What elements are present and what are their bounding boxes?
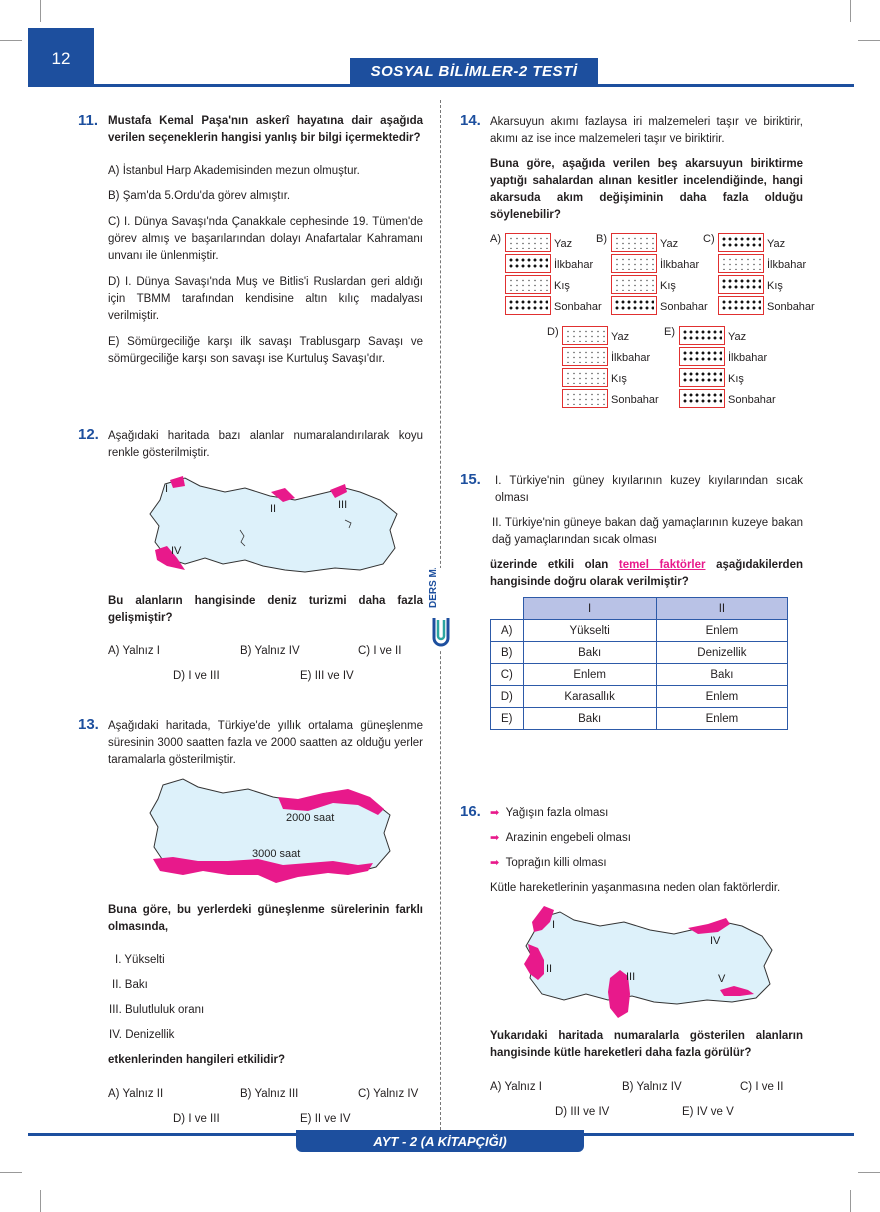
q14-a-layer <box>505 275 551 294</box>
q14-d-layer <box>562 347 608 366</box>
q12-option-a[interactable]: A) Yalnız I <box>108 645 160 657</box>
q14-c-layer <box>718 254 764 273</box>
q16-label-ii: II <box>546 963 553 975</box>
q16-label-i: I <box>552 919 556 931</box>
q13-label-2000: 2000 saat <box>286 812 335 824</box>
crop-mark <box>0 1172 22 1173</box>
q14-a-layer <box>505 254 551 273</box>
q16-label-iv: IV <box>710 935 721 947</box>
q16-option-d[interactable]: D) III ve IV <box>555 1106 610 1118</box>
table-row[interactable] <box>491 664 788 686</box>
q11-option-e[interactable]: E) Sömürgeciliğe karşı ilk savaşı Trablusgarp Savaşı ve sömürgeciliğe karşı son savaşı ise Kurtuluş Savaşı'dır. <box>108 336 423 365</box>
table-cell: Bakı <box>523 708 656 730</box>
table-row[interactable] <box>491 620 788 642</box>
table-corner <box>491 598 524 620</box>
q16-label-v: V <box>718 973 726 985</box>
q14-e-season: Kış <box>728 373 744 385</box>
q13-option-d[interactable]: D) I ve III <box>173 1113 220 1125</box>
q14-c-layer <box>718 275 764 294</box>
q14-stem: Akarsuyun akımı fazlaysa iri malzemeleri taşır ve biriktirir, akımı az ise ince malzemeleri taşır ve biriktirir. <box>490 116 803 145</box>
q13-stem: Aşağıdaki haritada, Türkiye'de yıllık ortalama güneşlenme süresinin 3000 saatten fazla ve 2000 saatten az olduğu yerler taramalarla gösterilmiştir. <box>108 720 423 766</box>
table-row-label: B) <box>491 642 524 664</box>
q15-table <box>490 597 788 730</box>
q13-option-b[interactable]: B) Yalnız III <box>240 1088 299 1100</box>
footer-title: AYT - 2 (A KİTAPÇIĞI) <box>296 1130 584 1152</box>
q13-closing: etkenlerinden hangileri etkilidir? <box>108 1054 286 1066</box>
q16-bullet-text: Toprağın killi olması <box>505 857 607 869</box>
q12-option-d[interactable]: D) I ve III <box>173 670 220 682</box>
q16-bullet-text: Yağışın fazla olması <box>505 807 609 819</box>
q14-c-layer <box>718 233 764 252</box>
q14-c-season: Sonbahar <box>767 301 815 313</box>
q14-option-b-label[interactable]: B) <box>596 233 607 245</box>
q14-e-season: Sonbahar <box>728 394 776 406</box>
crop-mark <box>40 0 41 22</box>
q13-item-ii: II. Bakı <box>112 979 148 991</box>
ders-market-logo <box>428 568 454 650</box>
q14-a-season: Yaz <box>554 238 573 250</box>
table-cell: Enlem <box>523 664 656 686</box>
crop-mark <box>0 40 22 41</box>
q12-label-iv: IV <box>171 545 182 557</box>
table-row-label: E) <box>491 708 524 730</box>
q14-c-season: Kış <box>767 280 783 292</box>
crop-mark <box>858 1172 880 1173</box>
q14-a-season: Kış <box>554 280 570 292</box>
page-title: SOSYAL BİLİMLER-2 TESTİ <box>350 58 598 84</box>
q14-option-c-label[interactable]: C) <box>703 233 715 245</box>
table-header-i: I <box>523 598 656 620</box>
q16-bullet <box>490 855 607 872</box>
q13-item-iii: III. Bulutluluk oranı <box>109 1004 205 1016</box>
q14-d-layer <box>562 389 608 408</box>
table-row[interactable] <box>491 708 788 730</box>
table-cell: Enlem <box>656 708 787 730</box>
q15-number: 15. <box>460 471 481 488</box>
q16-bullet <box>490 805 608 822</box>
q14-e-layer <box>679 347 725 366</box>
q11-option-b[interactable]: B) Şam'da 5.Ordu'da görev almıştır. <box>108 190 291 202</box>
arrow-icon: ➡ <box>490 832 500 844</box>
table-cell: Enlem <box>656 620 787 642</box>
q14-d-season: Kış <box>611 373 627 385</box>
q14-b-season: İlkbahar <box>660 259 700 271</box>
q11-number: 11. <box>78 112 99 129</box>
table-header-ii: II <box>656 598 787 620</box>
header-rule <box>28 84 854 87</box>
q14-option-e-label[interactable]: E) <box>664 326 675 338</box>
table-cell: Denizellik <box>656 642 787 664</box>
q14-b-season: Kış <box>660 280 676 292</box>
q16-bullet-text: Arazinin engebeli olması <box>505 832 631 844</box>
table-cell: Bakı <box>656 664 787 686</box>
q14-b-season: Yaz <box>660 238 679 250</box>
q12-question: Bu alanların hangisinde deniz turizmi daha fazla gelişmiştir? <box>108 595 423 624</box>
page-number: 12 <box>28 28 94 84</box>
q12-label-iii: III <box>338 499 348 511</box>
q14-c-layer <box>718 296 764 315</box>
header-dash <box>832 84 840 87</box>
q14-d-season: Yaz <box>611 331 630 343</box>
q14-a-layer <box>505 233 551 252</box>
table-header-row <box>491 598 788 620</box>
q14-question: Buna göre, aşağıda verilen beş akarsuyun biriktirme yaptığı sahalardan alınan kesitler incelendiğinde, hangi akarsuda akım değişiminin daha fazla olduğu söylenebilir? <box>490 158 803 221</box>
crop-mark <box>858 40 880 41</box>
q14-a-season: İlkbahar <box>554 259 594 271</box>
q16-label-iii: III <box>626 971 636 983</box>
table-row-label: C) <box>491 664 524 686</box>
q15-question-pre: üzerinde etkili olan <box>490 559 619 571</box>
table-cell: Bakı <box>523 642 656 664</box>
table-cell: Karasallık <box>523 686 656 708</box>
q14-e-layer <box>679 326 725 345</box>
q15-item-ii: II. Türkiye'nin güneye bakan dağ yamaçlarının kuzeye bakan dağ yamaçlarından sıcak olması <box>492 517 803 546</box>
q14-b-layer <box>611 275 657 294</box>
q12-number: 12. <box>78 426 99 443</box>
q14-e-layer <box>679 368 725 387</box>
q14-d-layer <box>562 326 608 345</box>
arrow-icon: ➡ <box>490 807 500 819</box>
q14-a-layer <box>505 296 551 315</box>
q13-number: 13. <box>78 716 99 733</box>
q16-option-b[interactable]: B) Yalnız IV <box>622 1081 682 1093</box>
header-dash <box>846 84 852 87</box>
q11-stem: Mustafa Kemal Paşa'nın askerî hayatına dair aşağıda verilen seçeneklerin hangisi yanlış bir bilgi içermektedir? <box>108 115 423 144</box>
q11-option-c[interactable]: C) I. Dünya Savaşı'nda Çanakkale cephesinde 19. Tümen'de görev almış ve başarılarından dolayı Anafartalar Kahramanı unvanı ile ünlenmiştir. <box>108 216 423 262</box>
q12-option-b[interactable]: B) Yalnız IV <box>240 645 300 657</box>
q14-d-season: Sonbahar <box>611 394 659 406</box>
table-row-label: A) <box>491 620 524 642</box>
table-row[interactable] <box>491 642 788 664</box>
q14-c-season: İlkbahar <box>767 259 807 271</box>
q15-question <box>490 557 803 591</box>
q14-b-layer <box>611 296 657 315</box>
q12-option-e[interactable]: E) III ve IV <box>300 670 354 682</box>
q16-option-e[interactable]: E) IV ve V <box>682 1106 734 1118</box>
table-cell: Enlem <box>656 686 787 708</box>
table-cell: Yükselti <box>523 620 656 642</box>
q14-d-layer <box>562 368 608 387</box>
q13-label-3000: 3000 saat <box>252 848 301 860</box>
q14-b-season: Sonbahar <box>660 301 708 313</box>
q14-c-season: Yaz <box>767 238 786 250</box>
arrow-icon: ➡ <box>490 857 500 869</box>
crop-mark <box>850 0 851 22</box>
q14-e-season: Yaz <box>728 331 747 343</box>
q15-question-highlight: temel faktörler <box>618 559 706 571</box>
q13-option-c[interactable]: C) Yalnız IV <box>358 1088 419 1100</box>
q16-intro: Kütle hareketlerinin yaşanmasına neden olan faktörlerdir. <box>490 882 781 894</box>
q13-map <box>148 775 398 893</box>
q12-label-ii: II <box>270 503 277 515</box>
q16-number: 16. <box>460 803 481 820</box>
q14-d-season: İlkbahar <box>611 352 651 364</box>
q15-item-i: I. Türkiye'nin güney kıyılarının kuzey kıyılarından sıcak olması <box>495 475 803 504</box>
logo-text: DERS MARKET <box>428 568 439 608</box>
q14-e-layer <box>679 389 725 408</box>
q16-map <box>522 904 777 1022</box>
q14-b-layer <box>611 233 657 252</box>
q16-bullet <box>490 830 631 847</box>
q14-number: 14. <box>460 112 481 129</box>
q12-label-i: I <box>165 483 169 495</box>
q11-option-a[interactable]: A) İstanbul Harp Akademisinden mezun olmuştur. <box>108 165 360 177</box>
q14-e-season: İlkbahar <box>728 352 768 364</box>
crop-mark <box>850 1190 851 1212</box>
table-row-label: D) <box>491 686 524 708</box>
q14-option-d-label[interactable]: D) <box>547 326 559 338</box>
crop-mark <box>40 1190 41 1212</box>
q13-item-i: I. Yükselti <box>115 954 165 966</box>
q15-question-post: aşağıdakilerden hangisinde doğru olarak verilmiştir? <box>490 559 804 588</box>
table-row[interactable] <box>491 686 788 708</box>
q14-a-season: Sonbahar <box>554 301 602 313</box>
q13-item-iv: IV. Denizellik <box>109 1029 175 1041</box>
q12-stem: Aşağıdaki haritada bazı alanlar numaralandırılarak koyu renkle gösterilmiştir. <box>108 430 423 459</box>
q14-b-layer <box>611 254 657 273</box>
q13-option-a[interactable]: A) Yalnız II <box>108 1088 164 1100</box>
q13-question: Buna göre, bu yerlerdeki güneşlenme sürelerinin farklı olmasında, <box>108 904 423 933</box>
q12-map <box>145 470 405 585</box>
q12-option-c[interactable]: C) I ve II <box>358 645 402 657</box>
q16-option-a[interactable]: A) Yalnız I <box>490 1081 542 1093</box>
q16-option-c[interactable]: C) I ve II <box>740 1081 784 1093</box>
q13-option-e[interactable]: E) II ve IV <box>300 1113 351 1125</box>
header-dash <box>812 84 826 87</box>
q16-question: Yukarıdaki haritada numaralarla gösterilen alanların hangisinde kütle hareketleri daha fazla görülür? <box>490 1030 803 1059</box>
q14-option-a-label[interactable]: A) <box>490 233 501 245</box>
q11-option-d[interactable]: D) I. Dünya Savaşı'nda Muş ve Bitlis'i Ruslardan geri aldığı için TBMM tarafından kendisine altın kılıç madalyası verilmiştir. <box>108 276 423 322</box>
